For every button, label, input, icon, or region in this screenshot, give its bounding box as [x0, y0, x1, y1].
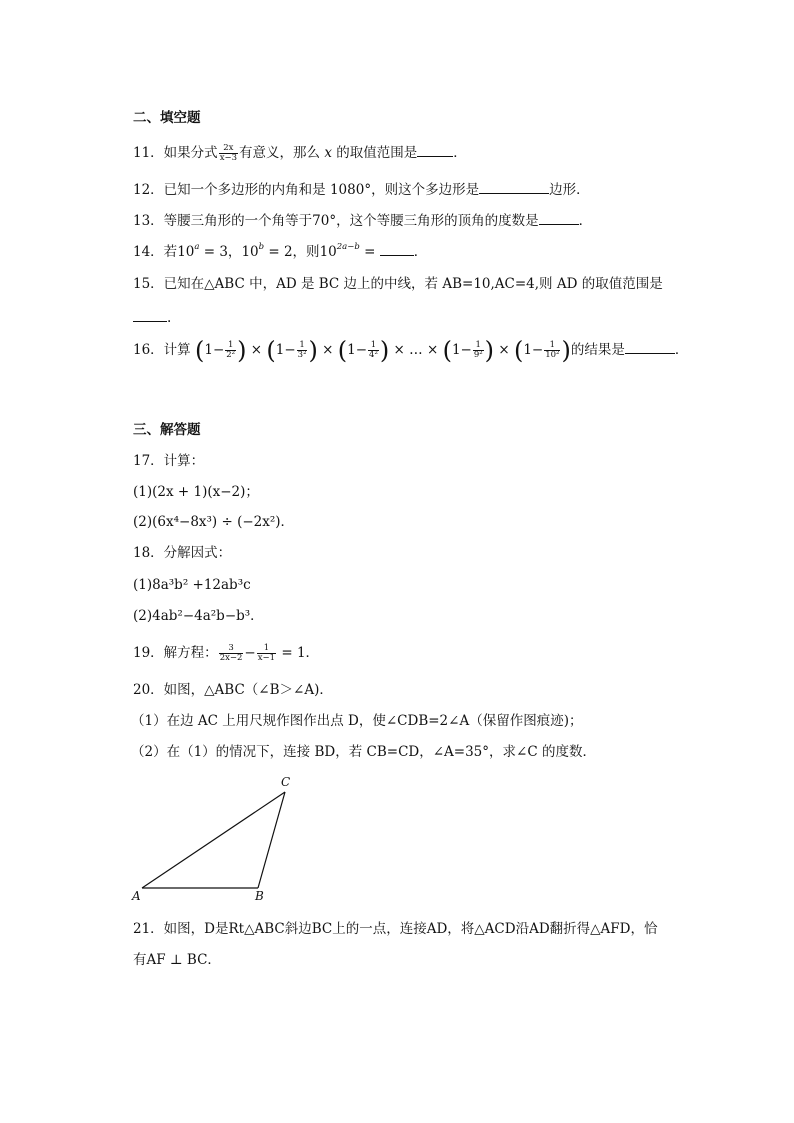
q11-text-pre: 11．如果分式	[133, 145, 218, 161]
q16-text-end: ．	[674, 342, 689, 358]
question-14	[133, 242, 427, 262]
q13-text-pre: 13．等腰三角形的一个角等于70°，这个等腰三角形的顶角的度数是	[133, 213, 539, 229]
q15-text-end: .	[167, 310, 172, 326]
question-16: 16．计算 (1− $\frac{1}{\text{2²}}$ ) × (1− $\frac{1}{\text{3²}}$ ) × (1− $\frac{1}{\text{4²}}$ ) × … × (1− $\frac{1}{\text{9²}}$ ) × (1− $\frac{1}{\text{10²}}$ )的结果是 ．	[133, 336, 689, 365]
q19-text-pre: 19．解方程：	[133, 645, 218, 661]
vertex-label-a: A	[132, 889, 141, 903]
q16-term5-den: 10²	[545, 350, 560, 360]
q16-answer-blank[interactable]	[625, 341, 675, 354]
q19-frac1-den: 2x−2	[219, 653, 243, 663]
q16-term2-one: 1−	[275, 342, 296, 358]
q14-expr1-value: = 3，	[199, 244, 242, 260]
question-11	[133, 143, 467, 163]
vertex-label-b: B	[255, 889, 264, 903]
q16-times-2: ×	[322, 342, 334, 358]
question-20-head: 20．如图，△ABC（∠B＞∠A)．	[133, 682, 333, 698]
q19-frac2-num: 1	[257, 644, 276, 654]
q14-answer-blank[interactable]	[380, 243, 414, 256]
q16-term2-den: 3²	[297, 350, 307, 360]
q16-term3-one: 1−	[347, 342, 368, 358]
question-20-part2: （2）在（1）的情况下，连接 BD，若 CB=CD，∠A=35°，求∠C 的度数．	[131, 744, 596, 760]
q16-times-1: ×	[250, 342, 263, 358]
q14-text-post: ．	[413, 244, 428, 260]
question-15: 15．已知在△ABC 中，AD 是 BC 边上的中线，若 AB=10,AC=4,则 AD 的取值范围是	[133, 276, 663, 292]
question-13	[133, 211, 592, 231]
question-21-line2: 有AF ⊥ BC．	[133, 952, 221, 968]
question-20-part1: （1）在边 AC 上用尺规作图作出点 D，使∠CDB=2∠A（保留作图痕迹)；	[131, 713, 583, 729]
q11-text-post: 的取值范围是	[336, 145, 418, 161]
question-18-part2: (2)4ab²−4a²b−b³．	[133, 608, 264, 624]
q12-text-post: 边形．	[549, 182, 590, 198]
side-bc	[258, 792, 285, 888]
q19-text-post: = 1．	[277, 645, 320, 661]
q14-expr3-base: 10	[319, 244, 337, 260]
q11-answer-blank[interactable]	[417, 144, 453, 157]
q19-minus: −	[244, 645, 256, 661]
q12-answer-blank[interactable]	[479, 181, 549, 194]
q19-frac2-den: x−1	[257, 653, 276, 663]
q16-text-pre: 16．计算	[133, 342, 191, 358]
question-19	[133, 643, 319, 663]
question-17-part1: (1)(2x + 1)(x−2)；	[133, 484, 259, 500]
question-18-part1: (1)8a³b² +12ab³c	[133, 577, 251, 593]
section-title-solve: 三、解答题	[133, 422, 201, 438]
q16-times-5: ×	[498, 342, 510, 358]
q16-term3-num: 1	[368, 341, 379, 351]
q16-term5-one: 1−	[523, 342, 544, 358]
q16-term1-num: 1	[225, 341, 236, 351]
q16-times-3: ×	[393, 342, 405, 358]
q16-term4-num: 1	[473, 341, 484, 351]
q14-expr2-value: = 2，则	[264, 244, 320, 260]
question-17-part2: (2)(6x⁴−8x³) ÷ (−2x²)．	[133, 514, 295, 530]
q11-frac-numerator: 2x	[219, 144, 238, 154]
triangle-abc-figure	[128, 770, 308, 905]
q14-expr3-eq: =	[359, 244, 380, 260]
q16-term2-num: 1	[297, 341, 308, 351]
q11-fraction	[219, 144, 238, 163]
question-15-answer-line	[133, 308, 171, 328]
q16-term4-den: 9²	[473, 350, 483, 360]
q11-variable: x	[324, 145, 332, 161]
q16-term3-den: 4²	[369, 350, 378, 360]
q14-expr2-base: 10	[241, 244, 259, 260]
q12-text-pre: 12．已知一个多边形的内角和是 1080°，则这个多边形是	[133, 182, 480, 198]
q14-expr1-exp: a	[194, 242, 200, 252]
q11-frac-denominator: x−3	[219, 153, 238, 163]
q16-ellipsis: …	[409, 342, 423, 358]
q11-text-mid: 有意义，那么	[239, 145, 321, 161]
q14-expr1-base: 10	[177, 244, 195, 260]
question-17-head: 17．计算：	[133, 453, 205, 469]
q16-term1-den: 2²	[226, 350, 236, 360]
q16-term4-one: 1−	[451, 342, 472, 358]
q13-answer-blank[interactable]	[539, 212, 579, 225]
q19-frac1-num: 3	[219, 644, 244, 654]
q16-term1-one: 1−	[204, 342, 225, 358]
question-12	[133, 180, 590, 200]
q13-text-post: ．	[578, 213, 593, 229]
q16-term5-num: 1	[544, 341, 560, 351]
q14-expr3-exp: 2a−b	[336, 242, 360, 252]
q15-answer-blank[interactable]	[133, 309, 167, 322]
q11-text-end: ．	[453, 145, 467, 161]
side-ac	[142, 792, 285, 888]
vertex-label-c: C	[281, 775, 291, 789]
q14-expr2-exp: b	[258, 242, 265, 252]
question-18-head: 18．分解因式：	[133, 545, 232, 561]
question-21-line1: 21．如图，D是Rt△ABC斜边BC上的一点，连接AD，将△ACD沿AD翻折得△AFD，恰	[133, 921, 658, 937]
section-title-fill-blank: 二、填空题	[133, 110, 201, 126]
q16-times-4: ×	[426, 342, 439, 358]
q16-text-post: 的结果是	[570, 342, 625, 358]
q14-text-pre: 14．若	[133, 244, 178, 260]
